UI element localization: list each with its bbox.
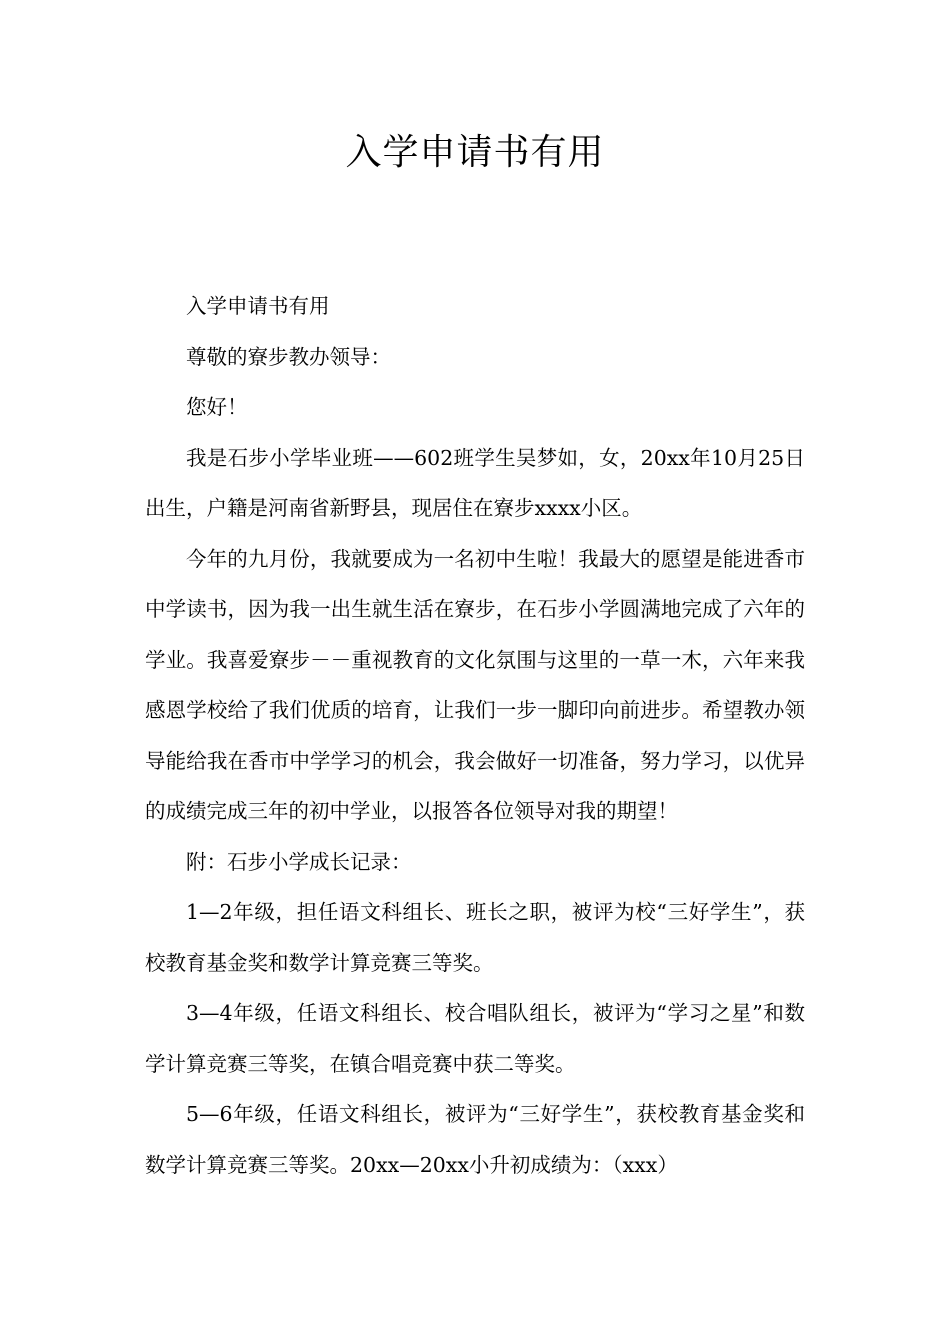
document-title: 入学申请书有用 [345,132,605,173]
greeting: 您好！ [186,395,248,419]
record-grade-5-6: 5—6年级，任语文科组长，被评为“三好学生”，获校教育基金奖和数学计算竞赛三等奖。20xx—20xx小升初成绩为：（xxx） [145,1102,805,1177]
document-body [145,281,805,1190]
appendix-heading: 附：石步小学成长记录： [186,849,412,874]
wish-paragraph: 今年的九月份，我就要成为一名初中生啦！我最大的愿望是能进香市中学读书，因为我一出生就生活在寮步，在石步小学圆满地完成了六年的学业。我喜爱寮步－－重视教育的文化氛围与这里的一草一木，六年来我感恩学校给了我们优质的培育，让我们一步一脚印向前进步。希望教办领导能给我在香市中学学习的机会，我会做好一切准备，努力学习，以优异的成绩完成三年的初中学业，以报答各位领导对我的期望！ [145,546,805,823]
body-heading: 入学申请书有用 [186,294,330,318]
record-grade-1-2: 1—2年级，担任语文科组长、班长之职，被评为校“三好学生”，获校教育基金奖和数学计算竞赛三等奖。 [145,900,805,975]
introduction-paragraph: 我是石步小学毕业班——602班学生吴梦如，女，20xx年10月25日出生，户籍是河南省新野县，现居住在寮步xxxx小区。 [145,445,805,520]
record-grade-3-4: 3—4年级，任语文科组长、校合唱队组长，被评为“学习之星”和数学计算竞赛三等奖，在镇合唱竞赛中获二等奖。 [145,1001,805,1076]
salutation: 尊敬的寮步教办领导： [186,344,391,369]
